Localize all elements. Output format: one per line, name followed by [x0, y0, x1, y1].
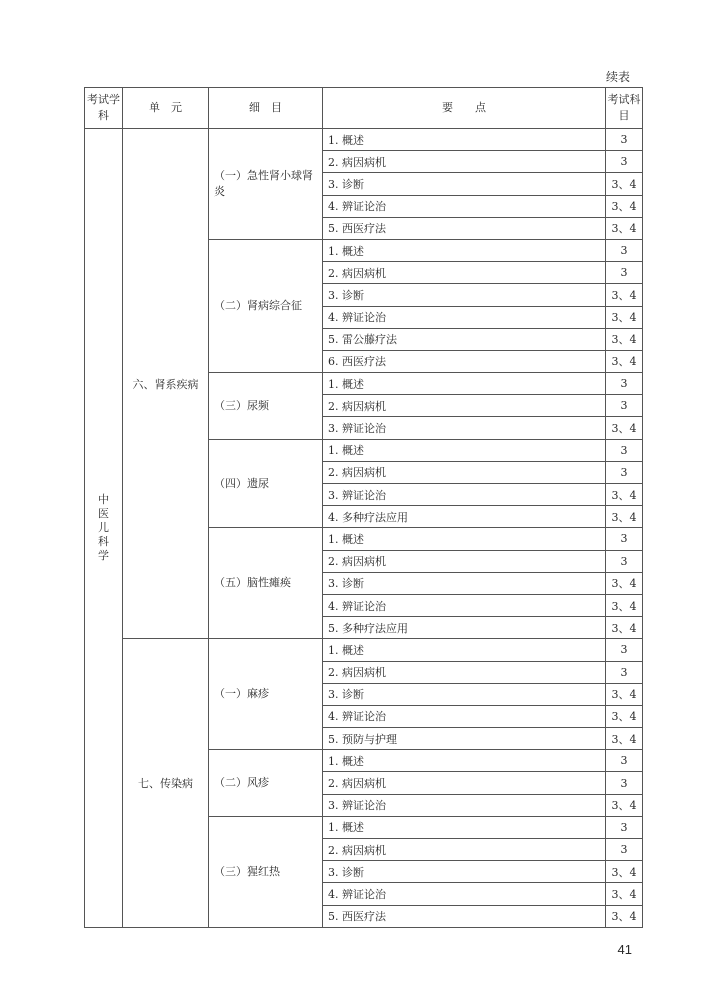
detail-cell: （二）肾病综合征 — [209, 239, 323, 372]
exam-level-cell: 3 — [606, 439, 643, 461]
exam-level-cell: 3、4 — [606, 861, 643, 883]
point-cell: 3. 辨证论治 — [323, 794, 606, 816]
detail-cell: （三）猩红热 — [209, 816, 323, 927]
detail-cell: （二）风疹 — [209, 750, 323, 817]
exam-level-cell: 3 — [606, 772, 643, 794]
detail-cell: （四）遗尿 — [209, 439, 323, 528]
point-cell: 1. 概述 — [323, 816, 606, 838]
point-cell: 6. 西医疗法 — [323, 350, 606, 372]
exam-level-cell: 3 — [606, 816, 643, 838]
subject-label: 中医儿科学 — [98, 492, 109, 562]
exam-level-cell: 3 — [606, 639, 643, 661]
point-cell: 4. 辨证论治 — [323, 306, 606, 328]
table-row — [85, 129, 643, 151]
exam-level-cell: 3、4 — [606, 594, 643, 616]
exam-level-cell: 3、4 — [606, 794, 643, 816]
exam-level-cell: 3、4 — [606, 417, 643, 439]
point-cell: 3. 辨证论治 — [323, 417, 606, 439]
table-row — [85, 639, 643, 661]
exam-level-cell: 3 — [606, 373, 643, 395]
point-cell: 2. 病因病机 — [323, 461, 606, 483]
unit-cell: 六、肾系疾病 — [123, 129, 209, 639]
point-cell: 4. 辨证论治 — [323, 594, 606, 616]
subject-cell — [85, 129, 123, 928]
point-cell: 3. 诊断 — [323, 173, 606, 195]
exam-level-cell: 3 — [606, 661, 643, 683]
point-cell: 3. 诊断 — [323, 861, 606, 883]
header-exam-level: 考试科目 — [606, 88, 643, 129]
point-cell: 5. 西医疗法 — [323, 217, 606, 239]
exam-level-cell: 3 — [606, 239, 643, 261]
point-cell: 2. 病因病机 — [323, 262, 606, 284]
exam-level-cell: 3、4 — [606, 328, 643, 350]
point-cell: 1. 概述 — [323, 639, 606, 661]
point-cell: 2. 病因病机 — [323, 839, 606, 861]
point-cell: 2. 病因病机 — [323, 151, 606, 173]
exam-level-cell: 3、4 — [606, 217, 643, 239]
exam-level-cell: 3、4 — [606, 728, 643, 750]
continued-label: 续表 — [605, 70, 630, 84]
exam-level-cell: 3、4 — [606, 506, 643, 528]
detail-cell: （五）脑性瘫痪 — [209, 528, 323, 639]
exam-level-cell: 3、4 — [606, 284, 643, 306]
unit-cell: 七、传染病 — [123, 639, 209, 927]
point-cell: 1. 概述 — [323, 750, 606, 772]
exam-level-cell: 3 — [606, 528, 643, 550]
page-number: 41 — [617, 942, 632, 957]
exam-level-cell: 3、4 — [606, 350, 643, 372]
exam-level-cell: 3、4 — [606, 572, 643, 594]
point-cell: 3. 诊断 — [323, 284, 606, 306]
point-cell: 2. 病因病机 — [323, 661, 606, 683]
header-subject: 考试学科 — [85, 88, 123, 129]
exam-level-cell: 3、4 — [606, 195, 643, 217]
exam-level-cell: 3、4 — [606, 173, 643, 195]
exam-level-cell: 3 — [606, 461, 643, 483]
exam-level-cell: 3、4 — [606, 683, 643, 705]
point-cell: 5. 雷公藤疗法 — [323, 328, 606, 350]
point-cell: 3. 诊断 — [323, 683, 606, 705]
exam-level-cell: 3、4 — [606, 306, 643, 328]
exam-level-cell: 3 — [606, 750, 643, 772]
point-cell: 1. 概述 — [323, 373, 606, 395]
exam-level-cell: 3、4 — [606, 484, 643, 506]
header-row — [85, 88, 643, 129]
header-unit: 单 元 — [123, 88, 209, 129]
exam-level-cell: 3、4 — [606, 617, 643, 639]
exam-level-cell: 3、4 — [606, 705, 643, 727]
exam-level-cell: 3 — [606, 129, 643, 151]
header-points: 要 点 — [323, 88, 606, 129]
point-cell: 3. 诊断 — [323, 572, 606, 594]
point-cell: 1. 概述 — [323, 129, 606, 151]
syllabus-table — [84, 87, 643, 928]
point-cell: 5. 预防与护理 — [323, 728, 606, 750]
exam-level-cell: 3 — [606, 262, 643, 284]
point-cell: 1. 概述 — [323, 239, 606, 261]
header-detail: 细 目 — [209, 88, 323, 129]
detail-cell: （一）急性肾小球肾炎 — [209, 129, 323, 240]
detail-cell: （一）麻疹 — [209, 639, 323, 750]
point-cell: 4. 多种疗法应用 — [323, 506, 606, 528]
point-cell: 2. 病因病机 — [323, 550, 606, 572]
point-cell: 2. 病因病机 — [323, 395, 606, 417]
point-cell: 2. 病因病机 — [323, 772, 606, 794]
exam-level-cell: 3 — [606, 839, 643, 861]
point-cell: 3. 辨证论治 — [323, 484, 606, 506]
point-cell: 4. 辨证论治 — [323, 195, 606, 217]
exam-level-cell: 3、4 — [606, 905, 643, 927]
exam-level-cell: 3 — [606, 395, 643, 417]
point-cell: 4. 辨证论治 — [323, 705, 606, 727]
exam-level-cell: 3 — [606, 550, 643, 572]
point-cell: 5. 多种疗法应用 — [323, 617, 606, 639]
exam-level-cell: 3 — [606, 151, 643, 173]
point-cell: 4. 辨证论治 — [323, 883, 606, 905]
detail-cell: （三）尿频 — [209, 373, 323, 440]
point-cell: 5. 西医疗法 — [323, 905, 606, 927]
point-cell: 1. 概述 — [323, 439, 606, 461]
exam-level-cell: 3、4 — [606, 883, 643, 905]
point-cell: 1. 概述 — [323, 528, 606, 550]
